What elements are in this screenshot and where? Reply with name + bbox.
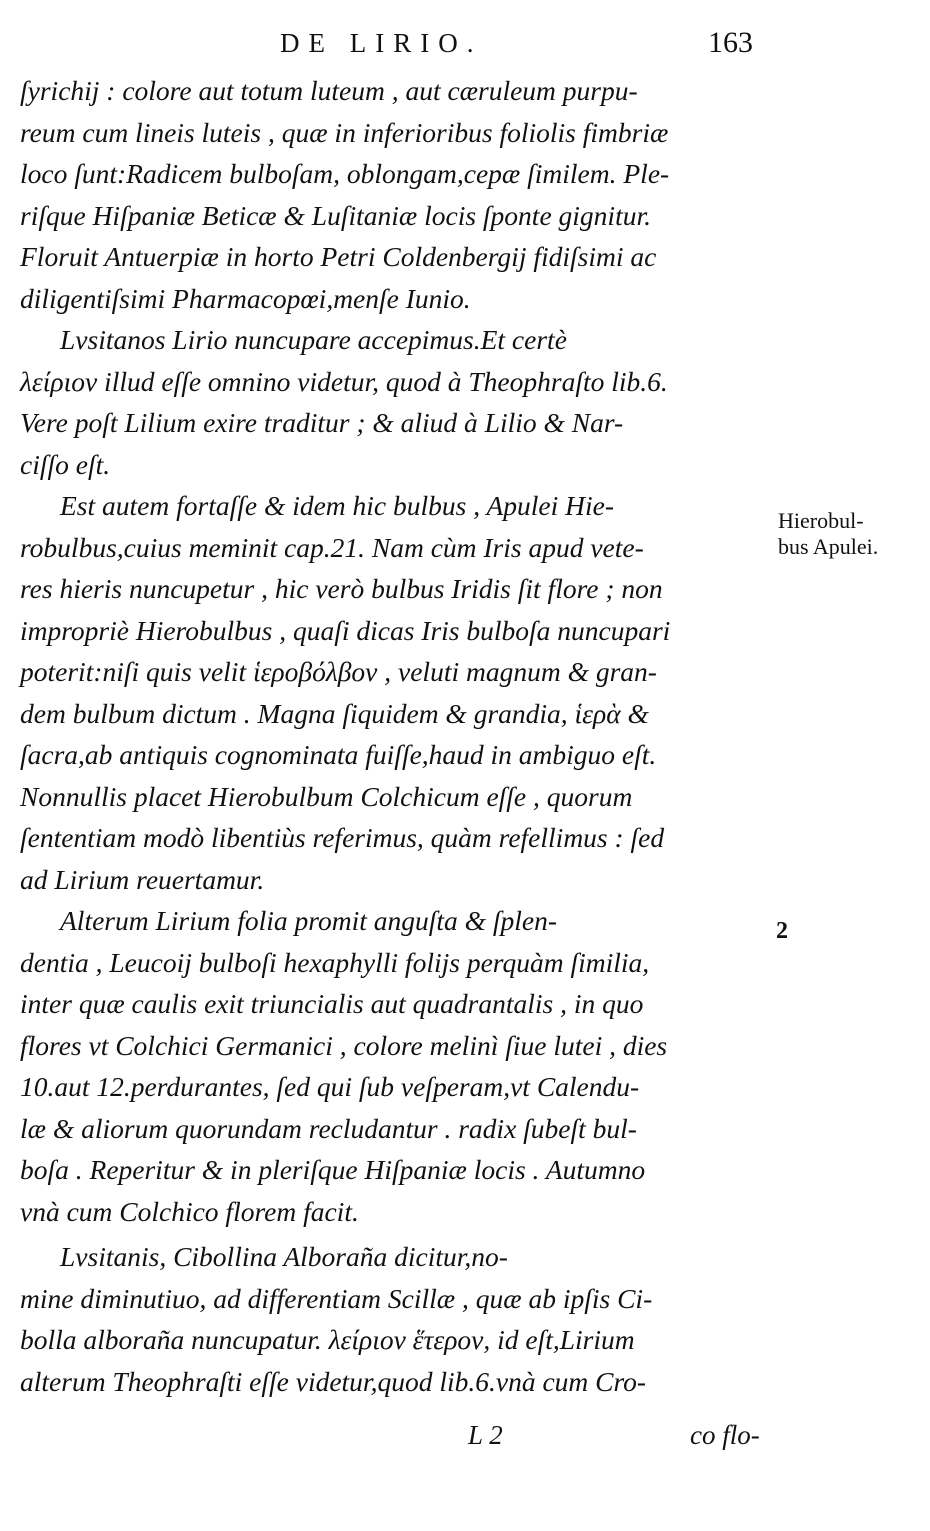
- margin-note-line: bus Apulei.: [778, 534, 879, 559]
- signature-mark: L 2: [468, 1420, 503, 1450]
- paragraph-start-line: Alterum Lirium folia promit anguſta & ſplen-: [60, 905, 558, 936]
- text-line: ſyrichij : colore aut totum luteum , aut cæruleum purpu-: [20, 75, 638, 106]
- text-line: ſacra,ab antiquis cognominata fuiſſe,haud in ambiguo eſt.: [20, 739, 657, 770]
- text-line: robulbus,cuius meminit cap.21. Nam cùm Iris apud vete-: [20, 531, 644, 563]
- text-line: dem bulbum dictum . Magna ſiquidem & grandia, ἱερὰ &: [20, 697, 649, 729]
- text-line: loco ſunt:Radicem bulboſam, oblongam,cepæ ſimilem. Ple-: [20, 158, 670, 189]
- paragraph-start-line: Lvsitanis, Cibollina Alborañа dicitur,no-: [60, 1241, 508, 1272]
- text-line: mine diminutiuo, ad differentiam Scillæ , quæ ab ipſis Ci-: [20, 1282, 653, 1314]
- text-line: res hieris nuncupetur , hic verò bulbus Iridis ſit flore ; non: [20, 573, 663, 604]
- text-line: Vere poſt Lilium exire traditur ; & aliud à Lilio & Nar-: [20, 407, 624, 438]
- text-line: diligentiſsimi Pharmacopœi,menſe Iunio.: [20, 282, 471, 314]
- text-line: ſententiam modò libentiùs referimus, quàm refellimus : ſed: [20, 822, 665, 853]
- text-line: poterit:niſi quis velit ἱεροβόλβον , veluti magnum & gran-: [20, 656, 657, 687]
- text-line: Floruit Antuerpiæ in horto Petri Coldenbergij fidiſsimi ac: [20, 241, 657, 272]
- page-header: [280, 28, 780, 68]
- text-line: impropriè Hierobulbus , quaſi dicas Iris bulboſa nuncupari: [20, 614, 671, 646]
- body-text: [20, 70, 770, 1402]
- text-line: Nonnullis placet Hierobulbum Colchicum eſſe , quorum: [20, 780, 633, 812]
- text-line: λείριον illud eſſe omnino videtur, quod à Theophraſto lib.6.: [20, 365, 668, 397]
- margin-note-number: 2: [776, 918, 788, 944]
- page-number: 163: [708, 26, 753, 59]
- text-line: vnà cum Colchico florem facit.: [20, 1195, 359, 1227]
- text-line: ciſſo eſt.: [20, 448, 111, 480]
- catchword: co flo-: [690, 1420, 760, 1450]
- text-line: flores vt Colchici Germanici , colore melinì ſiue lutei , dies: [20, 1029, 668, 1061]
- text-line: riſque Hiſpaniæ Beticæ & Luſitaniæ locis ſponte gignitur.: [20, 199, 651, 231]
- text-line: ad Lirium reuertamur.: [20, 863, 265, 895]
- margin-note-line: Hierobul-: [778, 508, 864, 533]
- text-line: reum cum lineis luteis , quæ in inferioribus foliolis fimbriæ: [20, 116, 669, 148]
- text-line: 10.aut 12.perdurantes, ſed qui ſub veſperam,vt Calendu-: [20, 1071, 640, 1102]
- text-line: bolla alborañа nuncupatur. λείριον ἕτερον, id eſt,Lirium: [20, 1324, 635, 1355]
- text-line: inter quæ caulis exit triuncialis aut quadrantalis , in quo: [20, 988, 644, 1019]
- text-line: boſa . Reperitur & in pleriſque Hiſpaniæ locis . Autumno: [20, 1154, 646, 1185]
- text-line: læ & aliorum quorundam recludantur . radix ſubeſt bul-: [20, 1112, 637, 1144]
- paragraph-start-line: Est autem fortaſſe & idem hic bulbus , Apulei Hie-: [60, 490, 615, 521]
- text-line: dentia , Leucoij bulboſi hexaphylli folijs perquàm ſimilia,: [20, 946, 650, 978]
- running-head: DE LIRIO.: [280, 28, 483, 58]
- margin-note-hierobulbus: [778, 508, 878, 560]
- paragraph-start-line: Lvsitanos Lirio nuncupare accepimus.Et certè: [60, 324, 567, 355]
- text-line: alterum Theophraſti eſſe videtur,quod lib.6.vnà cum Cro-: [20, 1365, 647, 1397]
